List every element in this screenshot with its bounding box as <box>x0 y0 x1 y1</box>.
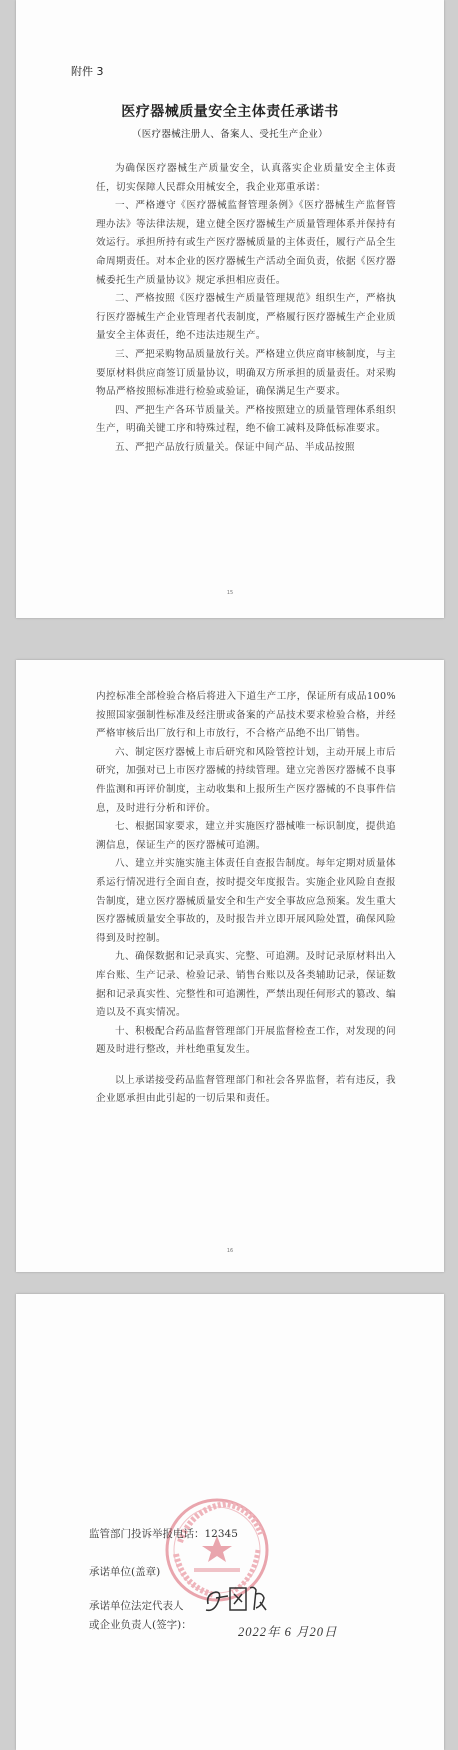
legal-representative-label: 承诺单位法定代表人 <box>89 1600 184 1612</box>
document-page-1 <box>16 0 444 618</box>
attachment-label: 附件 3 <box>71 65 104 78</box>
document-page-2 <box>16 660 444 1272</box>
handwritten-signature-icon <box>202 1582 272 1616</box>
page-number: 16 <box>226 1248 234 1254</box>
page1-body <box>96 160 396 458</box>
paragraph: 二、严格按照《医疗器械生产质量管理规范》组织生产，严格执行医疗器械生产企业管理者代表制度，严格履行医疗器械生产企业质量安全主体责任，绝不违法违规生产。 <box>96 293 396 342</box>
paragraph: 七、根据国家要求，建立并实施医疗器械唯一标识制度，提供追溯信息，保证生产的医疗器械可追溯。 <box>96 821 396 851</box>
paragraph: 九、确保数据和记录真实、完整、可追溯。及时记录原材料出入库台账、生产记录、检验记录、销售台账以及各类辅助记录，保证数据和记录真实性、完整性和可追溯性，严禁出现任何形式的篡改、编造以及不真实情况。 <box>96 951 396 1019</box>
complaint-hotline: 监管部门投诉举报电话：12345 <box>89 1528 238 1540</box>
page2-body <box>96 688 396 1109</box>
paragraph: 为确保医疗器械生产质量安全，认真落实企业质量安全主体责任，切实保障人民群众用械安全，我企业郑重承诺： <box>96 163 396 193</box>
paragraph: 八、建立并实施实施主体责任自查报告制度。每年定期对质量体系运行情况进行全面自查，按时提交年度报告。实施企业风险自查报告制度，建立医疗器械质量安全和生产安全事故应急预案。发生重大医疗器械质量安全事故的，及时报告并立即开展风险处置，确保风险得到及时控制。 <box>96 858 396 944</box>
responsible-person-label: 或企业负责人(签字)： <box>89 1619 192 1631</box>
seal-line-label: 承诺单位(盖章) <box>89 1566 161 1578</box>
paragraph: 十、积极配合药品监督管理部门开展监督检查工作，对发现的问题及时进行整改，并杜绝重复发生。 <box>96 1025 396 1056</box>
paragraph: 六、制定医疗器械上市后研究和风险管控计划，主动开展上市后研究，加强对已上市医疗器械的持续管理。建立完善医疗器械不良事件监测和再评价制度，主动收集和上报所生产医疗器械的不良事件信息，及时进行分析和评价。 <box>96 746 396 814</box>
page-number: 15 <box>226 590 234 596</box>
document-title: 医疗器械质量安全主体责任承诺书 <box>121 104 339 120</box>
paragraph: 内控标准全部检验合格后将进入下道生产工序，保证所有成品100%按照国家强制性标准及经注册或备案的产品技术要求检验合格，并经严格审核后出厂放行和上市放行，不合格产品绝不出厂销售。 <box>96 691 396 740</box>
paragraph: 一、严格遵守《医疗器械监督管理条例》《医疗器械生产监督管理办法》等法律法规，建立健全医疗器械生产质量管理体系并保持有效运行。承担所持有或生产医疗器械质量的主体责任，履行产品全生命周期责任。对本企业的医疗器械生产活动全面负责，依据《医疗器械委托生产质量协议》规定承担相应责任。 <box>96 200 396 286</box>
signing-date: 2022年 6 月20日 <box>238 1625 338 1639</box>
document-subtitle: （医疗器械注册人、备案人、受托生产企业） <box>131 129 328 140</box>
paragraph: 五、严把产品放行质量关。保证中间产品、半成品按照 <box>115 441 355 453</box>
paragraph: 三、严把采购物品质量放行关。严格建立供应商审核制度，与主要原材料供应商签订质量协议，明确双方所承担的质量责任。对采购物品严格按照标准进行检验或验证，确保满足生产要求。 <box>96 348 396 398</box>
paragraph: 四、严把生产各环节质量关。严格按照建立的质量管理体系组织生产，明确关键工序和特殊过程，绝不偷工减料及降低标准要求。 <box>96 404 396 435</box>
closing-statement: 以上承诺接受药品监督管理部门和社会各界监督，若有违反，我企业愿承担由此引起的一切后果和责任。 <box>96 1074 396 1105</box>
